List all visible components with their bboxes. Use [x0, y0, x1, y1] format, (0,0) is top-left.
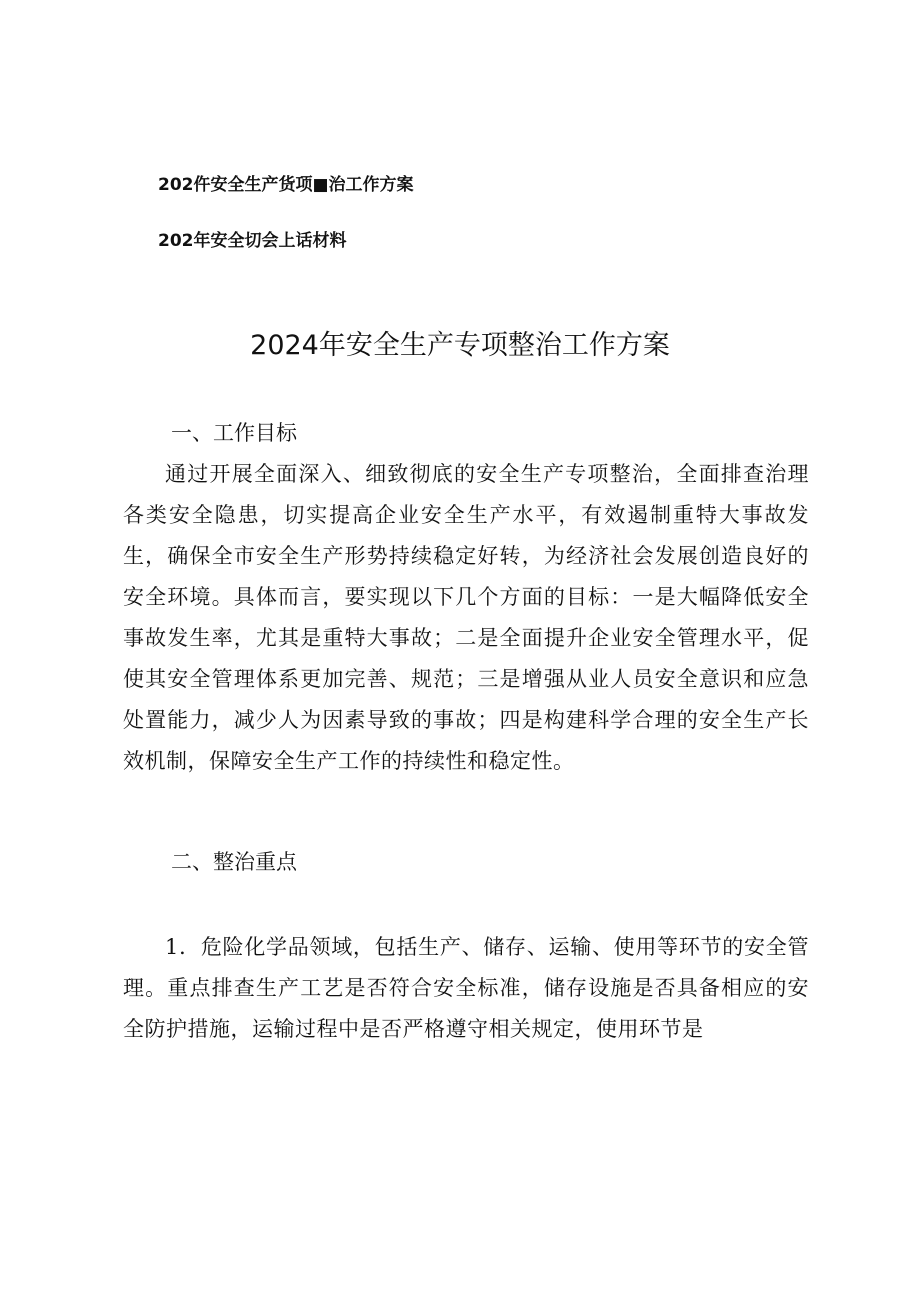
- section-paragraph-key-points: 1．危险化学品领域，包括生产、储存、运输、使用等环节的安全管理。重点排查生产工艺是否符合安全标准，储存设施是否具备相应的安全防护措施，运输过程中是否严格遵守相关规定，使用环节是: [123, 935, 809, 1041]
- section-heading-work-goals: 一、工作目标: [171, 421, 297, 445]
- section-paragraph-work-goals: 通过开展全面深入、细致彻底的安全生产专项整治，全面排查治理各类安全隐患，切实提高企业安全生产水平，有效遏制重特大事故发生，确保全市安全生产形势持续稳定好转，为经济社会发展创造良好的安全环境。具体而言，要实现以下几个方面的目标：一是大幅降低安全事故发生率，尤其是重特大事故；二是全面提升企业安全管理水平，促使其安全管理体系更加完善、规范；三是增强从业人员安全意识和应急处置能力，减少人为因素导致的事故；四是构建科学合理的安全生产长效机制，保障安全生产工作的持续性和稳定性。: [123, 462, 809, 773]
- table-of-contents: [158, 174, 414, 252]
- toc-item-1: 202仵安全生产货项■治工作方案: [158, 175, 414, 195]
- section-heading-key-points: 二、整治重点: [171, 850, 297, 874]
- document-title: 2024年安全生产专项整治工作方案: [250, 330, 670, 361]
- toc-item-2: 202年安全切会上话材料: [158, 231, 347, 251]
